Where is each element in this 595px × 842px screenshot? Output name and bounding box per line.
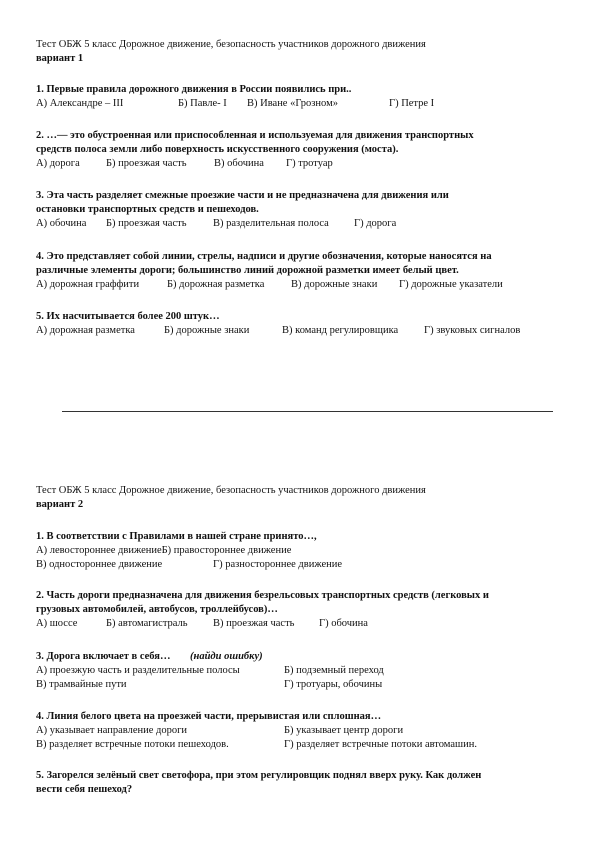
question-text-line-1: 5. Загорелся зелёный свет светофора, при этом регулировщик поднял вверх руку. Как должен bbox=[36, 770, 482, 781]
answer-options-row-1 bbox=[36, 544, 566, 558]
answer-options bbox=[36, 97, 566, 111]
variant-label: вариант 1 bbox=[36, 53, 84, 64]
question-text-line-2: различные элементы дороги; большинство линий дорожной разметки имеет белый цвет. bbox=[36, 265, 459, 276]
option-b: Б) проезжая часть bbox=[106, 158, 187, 169]
answer-options-row-1 bbox=[36, 664, 566, 678]
option-g: Г) тротуары, обочины bbox=[284, 679, 383, 690]
option-b: Б) автомагистраль bbox=[106, 618, 188, 629]
question-2 bbox=[36, 129, 566, 171]
question-text-line-1: 2. Часть дороги предназначена для движения безрельсовых транспортных средств (легковых и bbox=[36, 590, 489, 601]
option-a: А) обочина bbox=[36, 218, 87, 229]
option-v: В) обочина bbox=[214, 158, 264, 169]
option-g: Г) Петре I bbox=[389, 98, 435, 109]
option-g: Г) разностороннее движение bbox=[213, 559, 343, 570]
question-3 bbox=[36, 650, 566, 692]
question-4 bbox=[36, 710, 566, 752]
question-4 bbox=[36, 250, 566, 292]
question-text: 4. Линия белого цвета на проезжей части, прерывистая или сплошная… bbox=[36, 711, 382, 722]
option-a: А) дорога bbox=[36, 158, 80, 169]
question-text-line-2: вести себя пешеход? bbox=[36, 784, 133, 795]
answer-options bbox=[36, 617, 566, 631]
question-text: 3. Дорога включает в себя… bbox=[36, 651, 171, 662]
option-b: Б) дорожные знаки bbox=[164, 325, 250, 336]
answer-options bbox=[36, 217, 566, 231]
question-2 bbox=[36, 589, 566, 631]
option-v: В) команд регулировщика bbox=[282, 325, 399, 336]
option-a: А) дорожная разметка bbox=[36, 325, 135, 336]
question-text-line-2: средств полоса земли либо поверхность искусственного сооружения (моста). bbox=[36, 144, 399, 155]
option-a: А) указывает направление дороги bbox=[36, 725, 188, 736]
answer-options bbox=[36, 324, 566, 338]
option-v: В) одностороннее движение bbox=[36, 559, 163, 570]
question-text-line-2: грузовых автомобилей, автобусов, троллейбусов)… bbox=[36, 604, 278, 615]
question-text: 5. Их насчитывается более 200 штук… bbox=[36, 311, 220, 322]
question-text-line-2: остановки транспортных средств и пешеходов. bbox=[36, 204, 259, 215]
option-g: Г) тротуар bbox=[286, 158, 333, 169]
question-text-line-1: 2. …— это обустроенная или приспособленная и используемая для движения транспортных bbox=[36, 130, 474, 141]
option-b: Б) проезжая часть bbox=[106, 218, 187, 229]
test-title: Тест ОБЖ 5 класс Дорожное движение, безопасность участников дорожного движения bbox=[36, 39, 426, 50]
option-a: А) шоссе bbox=[36, 618, 78, 629]
variant-2-header bbox=[36, 484, 566, 512]
question-text: 1. В соответствии с Правилами в нашей стране принято…, bbox=[36, 531, 317, 542]
option-g: Г) дорожные указатели bbox=[399, 279, 503, 290]
answer-options-row-2 bbox=[36, 738, 566, 752]
option-g: Г) дорога bbox=[354, 218, 397, 229]
option-v: В) разделяет встречные потоки пешеходов. bbox=[36, 739, 229, 750]
variant-divider bbox=[62, 411, 553, 412]
answer-options bbox=[36, 278, 566, 292]
option-v: В) Иване «Грозном» bbox=[247, 98, 338, 109]
question-line bbox=[36, 650, 566, 664]
answer-options bbox=[36, 157, 566, 171]
options-a-b: А) левостороннее движениеБ) правостороннее движение bbox=[36, 545, 292, 556]
question-text-line-1: 3. Эта часть разделяет смежные проезжие части и не предназначена для движения или bbox=[36, 190, 449, 201]
question-5 bbox=[36, 769, 566, 797]
option-a: А) проезжую часть и разделительные полосы bbox=[36, 665, 240, 676]
option-v: В) дорожные знаки bbox=[291, 279, 378, 290]
option-b: Б) Павле- I bbox=[178, 98, 227, 109]
question-text: 1. Первые правила дорожного движения в России появились при.. bbox=[36, 84, 352, 95]
test-title: Тест ОБЖ 5 класс Дорожное движение, безопасность участников дорожного движения bbox=[36, 485, 426, 496]
question-hint: (найди ошибку) bbox=[190, 651, 263, 662]
answer-options-row-2 bbox=[36, 558, 566, 572]
option-a: А) дорожная граффити bbox=[36, 279, 140, 290]
question-1 bbox=[36, 83, 566, 111]
option-b: Б) подземный переход bbox=[284, 665, 384, 676]
question-text-line-1: 4. Это представляет собой линии, стрелы, надписи и другие обозначения, которые наносятся на bbox=[36, 251, 492, 262]
option-a: А) Александре – III bbox=[36, 98, 124, 109]
option-v: В) трамвайные пути bbox=[36, 679, 127, 690]
option-g: Г) звуковых сигналов bbox=[424, 325, 521, 336]
option-g: Г) обочина bbox=[319, 618, 368, 629]
option-v: В) разделительная полоса bbox=[213, 218, 329, 229]
option-b: Б) указывает центр дороги bbox=[284, 725, 404, 736]
question-3 bbox=[36, 189, 566, 231]
option-g: Г) разделяет встречные потоки автомашин. bbox=[284, 739, 477, 750]
answer-options-row-1 bbox=[36, 724, 566, 738]
question-5 bbox=[36, 310, 566, 338]
variant-1-header bbox=[36, 38, 566, 66]
answer-options-row-2 bbox=[36, 678, 566, 692]
question-1 bbox=[36, 530, 566, 572]
variant-label: вариант 2 bbox=[36, 499, 84, 510]
option-v: В) проезжая часть bbox=[213, 618, 295, 629]
option-b: Б) дорожная разметка bbox=[167, 279, 265, 290]
